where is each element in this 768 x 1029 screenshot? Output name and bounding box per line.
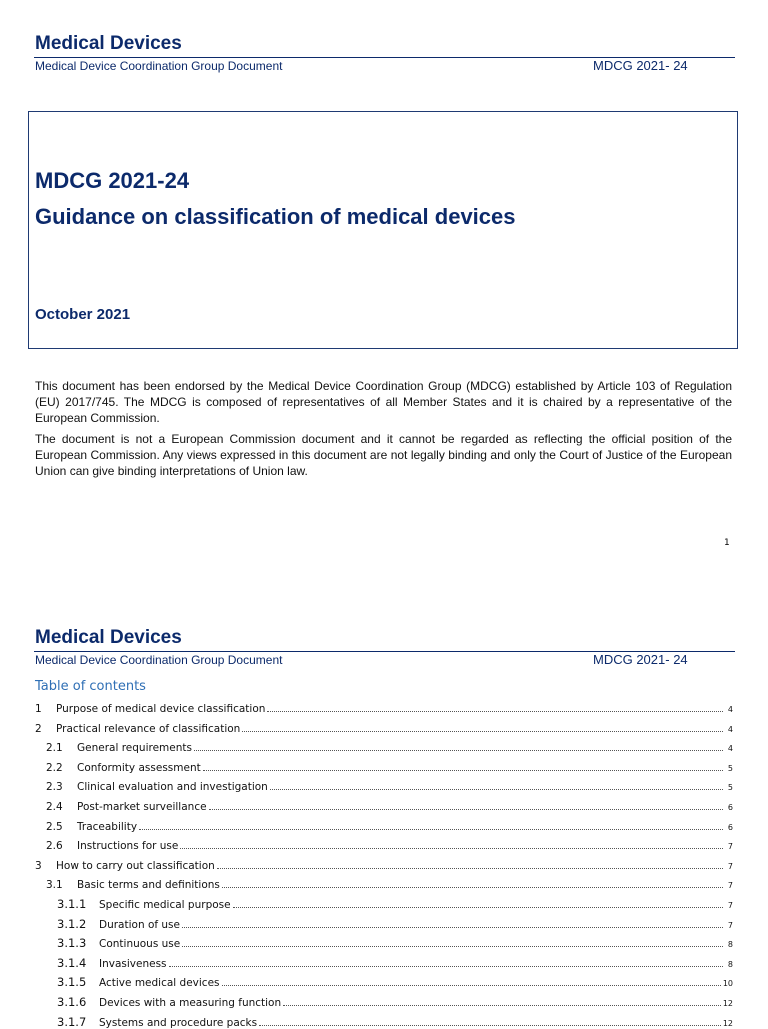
- cover-box: [28, 111, 738, 349]
- toc-leader-dots: [270, 789, 723, 790]
- toc-entry[interactable]: [35, 716, 733, 735]
- toc-entry[interactable]: [46, 833, 733, 852]
- toc-leader-dots: [139, 829, 723, 830]
- toc-entry-page: 6: [727, 822, 733, 832]
- toc-entry-number: 3: [35, 859, 42, 872]
- toc-entry-label: Duration of use: [99, 918, 180, 931]
- toc-entry-page: 7: [727, 861, 733, 871]
- toc-leader-dots: [209, 809, 723, 810]
- toc-entry-label: Continuous use: [99, 938, 181, 951]
- toc-entry-number: 2.1: [46, 742, 63, 755]
- toc-entry-label: Instructions for use: [77, 840, 179, 853]
- toc-entry-page: 8: [727, 959, 733, 969]
- toc-entry-page: 5: [727, 783, 733, 793]
- toc-entry-label: Clinical evaluation and investigation: [77, 781, 268, 794]
- toc-entry-number: 3.1.5: [57, 975, 87, 990]
- toc-entry-label: Basic terms and definitions: [77, 879, 220, 892]
- toc-entry-label: Conformity assessment: [77, 761, 201, 774]
- toc-entry-page: 7: [727, 920, 733, 930]
- toc-entry-label: Specific medical purpose: [99, 899, 231, 911]
- page1-header-code: MDCG 2021- 24: [593, 58, 688, 73]
- toc-entry[interactable]: [35, 853, 733, 872]
- toc-entry-number: 2.4: [46, 801, 63, 813]
- toc-entry-number: 2.3: [46, 781, 63, 794]
- toc-leader-dots: [194, 750, 723, 751]
- toc-entry-page: 12: [722, 1018, 733, 1028]
- toc-entry[interactable]: [57, 990, 733, 1009]
- toc-entry[interactable]: [46, 755, 733, 774]
- toc-entry-page: 5: [727, 763, 733, 773]
- toc-entry-label: How to carry out classification: [56, 859, 215, 872]
- toc-entry-label: Practical relevance of classification: [56, 722, 241, 735]
- toc-entry[interactable]: [46, 872, 733, 891]
- toc-entry-number: 1: [35, 703, 42, 715]
- toc-leader-dots: [203, 770, 723, 771]
- toc-entry[interactable]: [57, 931, 733, 950]
- toc-entry-page: 4: [727, 724, 733, 734]
- toc-entry-label: Systems and procedure packs: [99, 1016, 258, 1029]
- toc-entry-page: 8: [727, 940, 733, 950]
- toc-leader-dots: [180, 848, 723, 849]
- toc-leader-dots: [217, 868, 723, 869]
- toc-entry-number: 3.1.3: [57, 936, 87, 951]
- cover-date: October 2021: [35, 306, 131, 323]
- toc-entry-page: 7: [727, 881, 733, 891]
- endorsement-paragraph: This document has been endorsed by the Medical Device Coordination Group (MDCG) established by Article 103 of Regulation (EU) 2017/745. The MDCG is composed of representatives of all Member States and it is chaired by a representative of the European Commission.: [35, 379, 732, 425]
- toc-leader-dots: [222, 985, 721, 986]
- toc-entry-page: 7: [727, 901, 733, 910]
- page1-header-title: Medical Devices: [35, 33, 182, 54]
- toc-entry-label: Post-market surveillance: [77, 801, 207, 813]
- toc-leader-dots: [182, 927, 723, 928]
- toc-entry[interactable]: [57, 912, 733, 931]
- toc-entry-page: 7: [727, 842, 733, 852]
- toc-entry[interactable]: [57, 951, 733, 970]
- toc-leader-dots: [259, 1025, 721, 1026]
- toc-entry-number: 2.5: [46, 820, 63, 833]
- toc-leader-dots: [242, 731, 723, 732]
- toc-entry[interactable]: [35, 696, 733, 715]
- toc-entry-page: 4: [727, 744, 733, 754]
- toc-entry-page: 10: [722, 979, 733, 989]
- toc-leader-dots: [283, 1005, 721, 1006]
- toc-entry-number: 3.1.2: [57, 916, 87, 931]
- toc-entry-label: Purpose of medical device classification: [56, 703, 266, 715]
- toc-leader-dots: [182, 946, 723, 947]
- toc-entry-number: 3.1: [46, 879, 63, 892]
- toc-leader-dots: [169, 966, 723, 967]
- page2-header-title: Medical Devices: [35, 627, 182, 648]
- toc-leader-dots: [267, 711, 723, 712]
- toc-entry-label: Traceability: [77, 820, 138, 833]
- toc-entry[interactable]: [46, 814, 733, 833]
- cover-document-code: MDCG 2021-24: [35, 168, 190, 193]
- toc-entry-number: 3.1.4: [57, 955, 87, 970]
- toc-entry[interactable]: [46, 794, 733, 813]
- page-number: 1: [724, 538, 730, 548]
- toc-entry-number: 3.1.1: [57, 897, 87, 911]
- toc-entry-label: Invasiveness: [99, 957, 167, 970]
- toc-entry-page: 4: [727, 705, 733, 714]
- toc-entry-number: 3.1.7: [57, 1014, 87, 1029]
- page1-header-subtitle: Medical Device Coordination Group Document: [35, 59, 283, 73]
- toc-entry[interactable]: [57, 892, 733, 911]
- disclaimer-paragraph: The document is not a European Commission document and it cannot be regarded as reflecting the official position of the European Commission. Any views expressed in this document are not legally binding and only the Court of Justice of the European Union can give binding interpretations of Union law.: [35, 432, 732, 478]
- toc-entry-label: Devices with a measuring function: [99, 997, 282, 1009]
- page2-header-code: MDCG 2021- 24: [593, 652, 688, 667]
- toc-entry-number: 2.2: [46, 761, 63, 774]
- toc-entry-page: 6: [727, 803, 733, 812]
- cover-document-title: Guidance on classification of medical devices: [35, 204, 516, 229]
- toc-entry[interactable]: [57, 970, 733, 989]
- toc-entry[interactable]: [46, 735, 733, 754]
- toc-entry[interactable]: [46, 774, 733, 793]
- toc-heading: Table of contents: [35, 679, 146, 694]
- toc-entry-label: General requirements: [77, 742, 192, 755]
- toc-entry-number: 2.6: [46, 840, 63, 853]
- toc-leader-dots: [233, 907, 723, 908]
- toc-entry-label: Active medical devices: [99, 977, 220, 990]
- toc-entry[interactable]: [57, 1010, 733, 1029]
- toc-entry-number: 2: [35, 722, 42, 735]
- toc-entry-page: 12: [722, 999, 733, 1008]
- page2-header-subtitle: Medical Device Coordination Group Document: [35, 653, 283, 667]
- toc-leader-dots: [222, 887, 723, 888]
- toc-entry-number: 3.1.6: [57, 995, 87, 1009]
